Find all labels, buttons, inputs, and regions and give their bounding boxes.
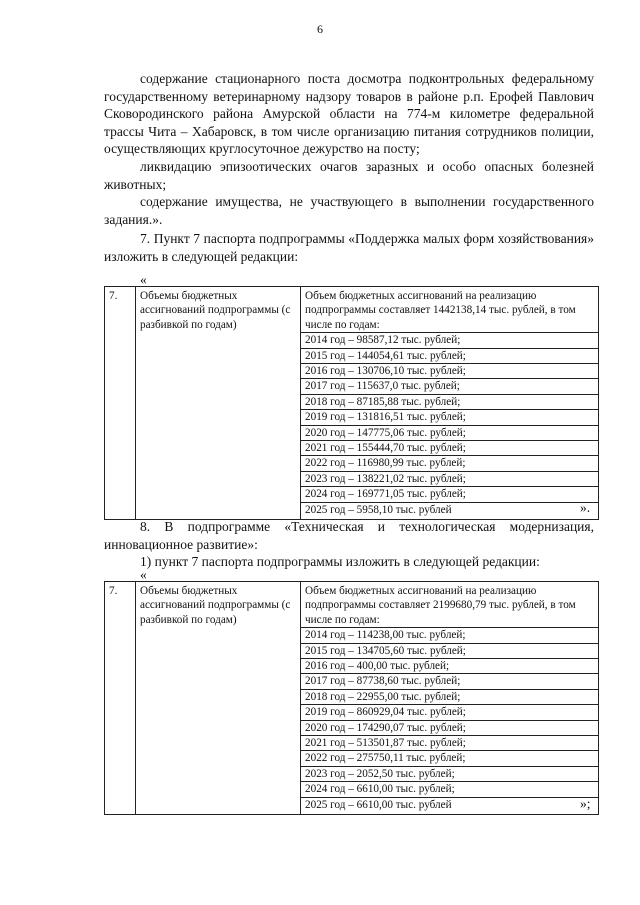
paragraph-property: содержание имущества, не участвующего в выполнении государственного задания.». [104,194,594,227]
year-line: 2014 год – 114238,00 тыс. рублей; [301,628,598,643]
year-line: 2024 год – 6610,00 тыс. рублей; [301,782,598,797]
open-quote-1: « [140,272,147,287]
year-line: 2025 год – 6610,00 тыс. рублей [305,798,452,811]
row-description: Объемы бюджетных ассигнований подпрограммы (с разбивкой по годам) [136,287,301,520]
row-number: 7. [105,582,136,815]
year-line: 2014 год – 98587,12 тыс. рублей; [301,333,598,348]
allocation-intro: Объем бюджетных ассигнований на реализацию подпрограммы составляет 2199680,79 тыс. рублей, в том числе по годам: [301,584,598,628]
year-line: 2022 год – 275750,11 тыс. рублей; [301,751,598,766]
row-values [301,582,599,815]
year-line: 2018 год – 87185,88 тыс. рублей; [301,395,598,410]
year-line: 2020 год – 174290,07 тыс. рублей; [301,721,598,736]
year-line: 2016 год – 130706,10 тыс. рублей; [301,364,598,379]
paragraph-subitem-1: 1) пункт 7 паспорта подпрограммы изложить в следующей редакции: [140,554,540,570]
year-line: 2022 год – 116980,99 тыс. рублей; [301,456,598,471]
paragraph-epizootic: ликвидацию эпизоотических очагов заразных и особо опасных болезней животных; [104,158,594,192]
row-values [301,287,599,520]
allocation-intro: Объем бюджетных ассигнований на реализацию подпрограммы составляет 1442138,14 тыс. рублей, в том числе по годам: [301,289,598,333]
paragraph-item-8: 8. В подпрограмме «Техническая и технологическая модернизация, инновационное развитие»: [104,519,594,552]
year-line: 2019 год – 860929,04 тыс. рублей; [301,705,598,720]
year-line: 2021 год – 155444,70 тыс. рублей; [301,441,598,456]
year-line: 2015 год – 134705,60 тыс. рублей; [301,644,598,659]
row-description: Объемы бюджетных ассигнований подпрограммы (с разбивкой по годам) [136,582,301,815]
year-line: 2015 год – 144054,61 тыс. рублей; [301,349,598,364]
open-quote-2: « [140,567,147,582]
year-line: 2019 год – 131816,51 тыс. рублей; [301,410,598,425]
year-line: 2018 год – 22955,00 тыс. рублей; [301,690,598,705]
year-line: 2023 год – 2052,50 тыс. рублей; [301,767,598,782]
paragraph-post-maintenance: содержание стационарного поста досмотра подконтрольных федеральному государственному ветеринарному надзору товаров в районе р.п. Ерофей Павлович Сковородинского района Амурской области на 774-м километре федеральной трассы Чита – Хабаровск, в том числе организацию питания сотрудников полиции, осуществляющих круглосуточное дежурство на посту; [104,71,594,157]
table-row [105,287,599,520]
budget-table-1 [104,286,599,520]
close-quote-1: ». [580,500,591,515]
body-text-top [104,70,594,266]
year-line: 2024 год – 169771,05 тыс. рублей; [301,487,598,502]
row-number: 7. [105,287,136,520]
year-line: 2017 год – 115637,0 тыс. рублей; [301,379,598,394]
table-row [105,582,599,815]
body-text-middle [104,518,594,571]
year-line: 2020 год – 147775,06 тыс. рублей; [301,426,598,441]
close-quote-2: »; [580,796,591,811]
year-line: 2021 год – 513501,87 тыс. рублей; [301,736,598,751]
paragraph-item-7: 7. Пункт 7 паспорта подпрограммы «Поддержка малых форм хозяйствования» изложить в следующей редакции: [104,231,594,264]
page-number: 6 [317,22,323,36]
year-line: 2023 год – 138221,02 тыс. рублей; [301,472,598,487]
budget-table-2 [104,581,599,815]
year-line: 2017 год – 87738,60 тыс. рублей; [301,674,598,689]
year-line: 2016 год – 400,00 тыс. рублей; [301,659,598,674]
year-line: 2025 год – 5958,10 тыс. рублей [305,503,452,516]
